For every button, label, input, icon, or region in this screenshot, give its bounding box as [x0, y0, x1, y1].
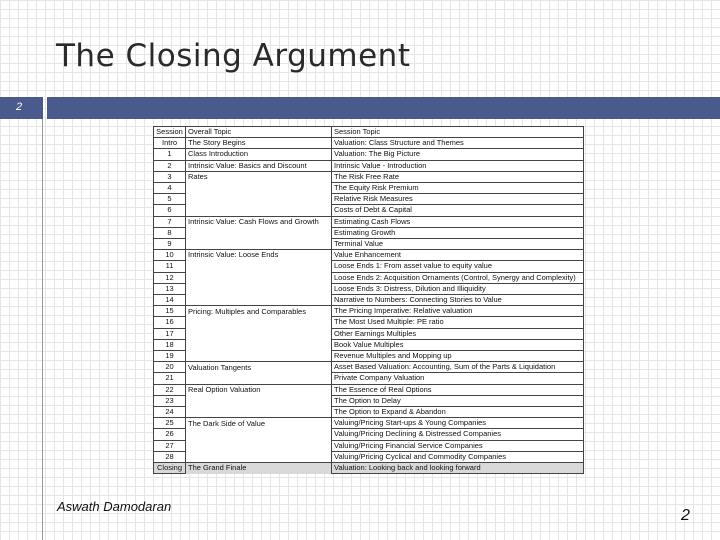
session-topic-cell: Costs of Debt & Capital	[332, 205, 584, 216]
overall-topic-cell	[186, 451, 332, 462]
session-cell: 23	[154, 395, 186, 406]
table-row	[154, 451, 584, 462]
session-topic-cell: Revenue Multiples and Mopping up	[332, 351, 584, 362]
session-topic-cell: The Pricing Imperative: Relative valuation	[332, 306, 584, 317]
session-cell: 12	[154, 272, 186, 283]
table-row	[154, 250, 584, 261]
session-topic-cell: Other Earnings Multiples	[332, 328, 584, 339]
table-row	[154, 395, 584, 406]
table-body	[154, 138, 584, 474]
table-row	[154, 261, 584, 272]
session-cell: 27	[154, 440, 186, 451]
session-topic-cell: Loose Ends 3: Distress, Dilution and Illiquidity	[332, 283, 584, 294]
title-divider-bar	[47, 97, 720, 119]
session-cell: 16	[154, 317, 186, 328]
session-topic-cell: Book Value Multiples	[332, 339, 584, 350]
overall-topic-cell	[186, 194, 332, 205]
overall-topic-cell: Intrinsic Value: Cash Flows and Growth	[186, 216, 332, 227]
table-row	[154, 138, 584, 149]
overall-topic-cell	[186, 227, 332, 238]
session-topic-cell: The Most Used Multiple: PE ratio	[332, 317, 584, 328]
page-number: 2	[681, 507, 690, 524]
session-cell: 15	[154, 306, 186, 317]
session-topic-cell: Private Company Valuation	[332, 373, 584, 384]
session-cell: 28	[154, 451, 186, 462]
overall-topic-cell	[186, 183, 332, 194]
overall-topic-cell	[186, 317, 332, 328]
session-cell: 24	[154, 407, 186, 418]
overall-topic-cell: Intrinsic Value: Loose Ends	[186, 250, 332, 261]
session-cell: 13	[154, 283, 186, 294]
session-cell: 2	[154, 160, 186, 171]
table-row	[154, 373, 584, 384]
session-cell: 7	[154, 216, 186, 227]
table-row	[154, 362, 584, 373]
session-cell: Intro	[154, 138, 186, 149]
overall-topic-cell: Rates	[186, 171, 332, 182]
session-topic-cell: The Option to Delay	[332, 395, 584, 406]
session-cell: 9	[154, 239, 186, 250]
session-topic-cell: Estimating Cash Flows	[332, 216, 584, 227]
session-topic-cell: Relative Risk Measures	[332, 194, 584, 205]
overall-topic-cell	[186, 440, 332, 451]
overall-topic-cell	[186, 295, 332, 306]
overall-topic-cell	[186, 407, 332, 418]
session-topic-cell: Estimating Growth	[332, 227, 584, 238]
table-row	[154, 418, 584, 429]
overall-topic-cell: The Grand Finale	[186, 463, 332, 474]
overall-topic-cell	[186, 283, 332, 294]
session-cell: 20	[154, 362, 186, 373]
session-topic-cell: Valuing/Pricing Financial Service Companies	[332, 440, 584, 451]
left-rule	[42, 119, 43, 540]
overall-topic-cell	[186, 328, 332, 339]
session-cell: 19	[154, 351, 186, 362]
table-row	[154, 183, 584, 194]
session-cell: 14	[154, 295, 186, 306]
table-row	[154, 384, 584, 395]
session-schedule-table	[153, 126, 584, 474]
overall-topic-cell: Real Option Valuation	[186, 384, 332, 395]
session-cell: 3	[154, 171, 186, 182]
table-row	[154, 227, 584, 238]
overall-topic-cell	[186, 429, 332, 440]
overall-topic-cell: Intrinsic Value: Basics and Discount	[186, 160, 332, 171]
overall-topic-cell: The Story Begins	[186, 138, 332, 149]
session-topic-cell: The Option to Expand & Abandon	[332, 407, 584, 418]
overall-topic-cell	[186, 261, 332, 272]
table-row	[154, 272, 584, 283]
session-topic-cell: Terminal Value	[332, 239, 584, 250]
table-row	[154, 295, 584, 306]
session-topic-cell: The Risk Free Rate	[332, 171, 584, 182]
header-session-topic: Session Topic	[332, 127, 584, 138]
session-cell: 1	[154, 149, 186, 160]
session-cell: 6	[154, 205, 186, 216]
session-cell: Closing	[154, 463, 186, 474]
table-row	[154, 216, 584, 227]
overall-topic-cell	[186, 205, 332, 216]
session-topic-cell: Loose Ends 2: Acquisition Ornaments (Control, Synergy and Complexity)	[332, 272, 584, 283]
session-topic-cell: Valuation: The Big Picture	[332, 149, 584, 160]
session-topic-cell: The Equity Risk Premium	[332, 183, 584, 194]
session-topic-cell: Value Enhancement	[332, 250, 584, 261]
session-topic-cell: The Essence of Real Options	[332, 384, 584, 395]
table-row	[154, 283, 584, 294]
table-row	[154, 317, 584, 328]
table-row	[154, 171, 584, 182]
overall-topic-cell: Class Introduction	[186, 149, 332, 160]
table-row	[154, 149, 584, 160]
session-topic-cell: Valuing/Pricing Cyclical and Commodity Companies	[332, 451, 584, 462]
session-cell: 22	[154, 384, 186, 395]
table-row	[154, 440, 584, 451]
session-topic-cell: Valuing/Pricing Start-ups & Young Companies	[332, 418, 584, 429]
session-cell: 21	[154, 373, 186, 384]
session-cell: 10	[154, 250, 186, 261]
header-overall-topic: Overall Topic	[186, 127, 332, 138]
overall-topic-cell	[186, 351, 332, 362]
session-cell: 11	[154, 261, 186, 272]
session-cell: 26	[154, 429, 186, 440]
table-header-row	[154, 127, 584, 138]
session-cell: 18	[154, 339, 186, 350]
overall-topic-cell	[186, 373, 332, 384]
session-cell: 5	[154, 194, 186, 205]
table-row	[154, 205, 584, 216]
session-topic-cell: Asset Based Valuation: Accounting, Sum of the Parts & Liquidation	[332, 362, 584, 373]
header-session: Session	[154, 127, 186, 138]
session-topic-cell: Valuation: Looking back and looking forward	[332, 463, 584, 474]
table-row	[154, 339, 584, 350]
table-row-closing	[154, 463, 584, 474]
slide-title: The Closing Argument	[56, 38, 411, 74]
session-topic-cell: Intrinsic Value - Introduction	[332, 160, 584, 171]
table-row	[154, 328, 584, 339]
table-row	[154, 160, 584, 171]
table-row	[154, 239, 584, 250]
session-topic-cell: Valuation: Class Structure and Themes	[332, 138, 584, 149]
overall-topic-cell: The Dark Side of Value	[186, 418, 332, 429]
overall-topic-cell	[186, 272, 332, 283]
table-row	[154, 351, 584, 362]
session-cell: 25	[154, 418, 186, 429]
table-row	[154, 306, 584, 317]
overall-topic-cell	[186, 239, 332, 250]
session-topic-cell: Narrative to Numbers: Connecting Stories to Value	[332, 295, 584, 306]
session-cell: 4	[154, 183, 186, 194]
session-cell: 17	[154, 328, 186, 339]
overall-topic-cell	[186, 395, 332, 406]
table-row	[154, 407, 584, 418]
overall-topic-cell: Pricing: Multiples and Comparables	[186, 306, 332, 317]
session-cell: 8	[154, 227, 186, 238]
table-row	[154, 194, 584, 205]
overall-topic-cell: Valuation Tangents	[186, 362, 332, 373]
author-footer: Aswath Damodaran	[57, 499, 172, 514]
slide-number: 2	[16, 101, 23, 113]
session-topic-cell: Loose Ends 1: From asset value to equity value	[332, 261, 584, 272]
table-row	[154, 429, 584, 440]
overall-topic-cell	[186, 339, 332, 350]
session-topic-cell: Valuing/Pricing Declining & Distressed Companies	[332, 429, 584, 440]
